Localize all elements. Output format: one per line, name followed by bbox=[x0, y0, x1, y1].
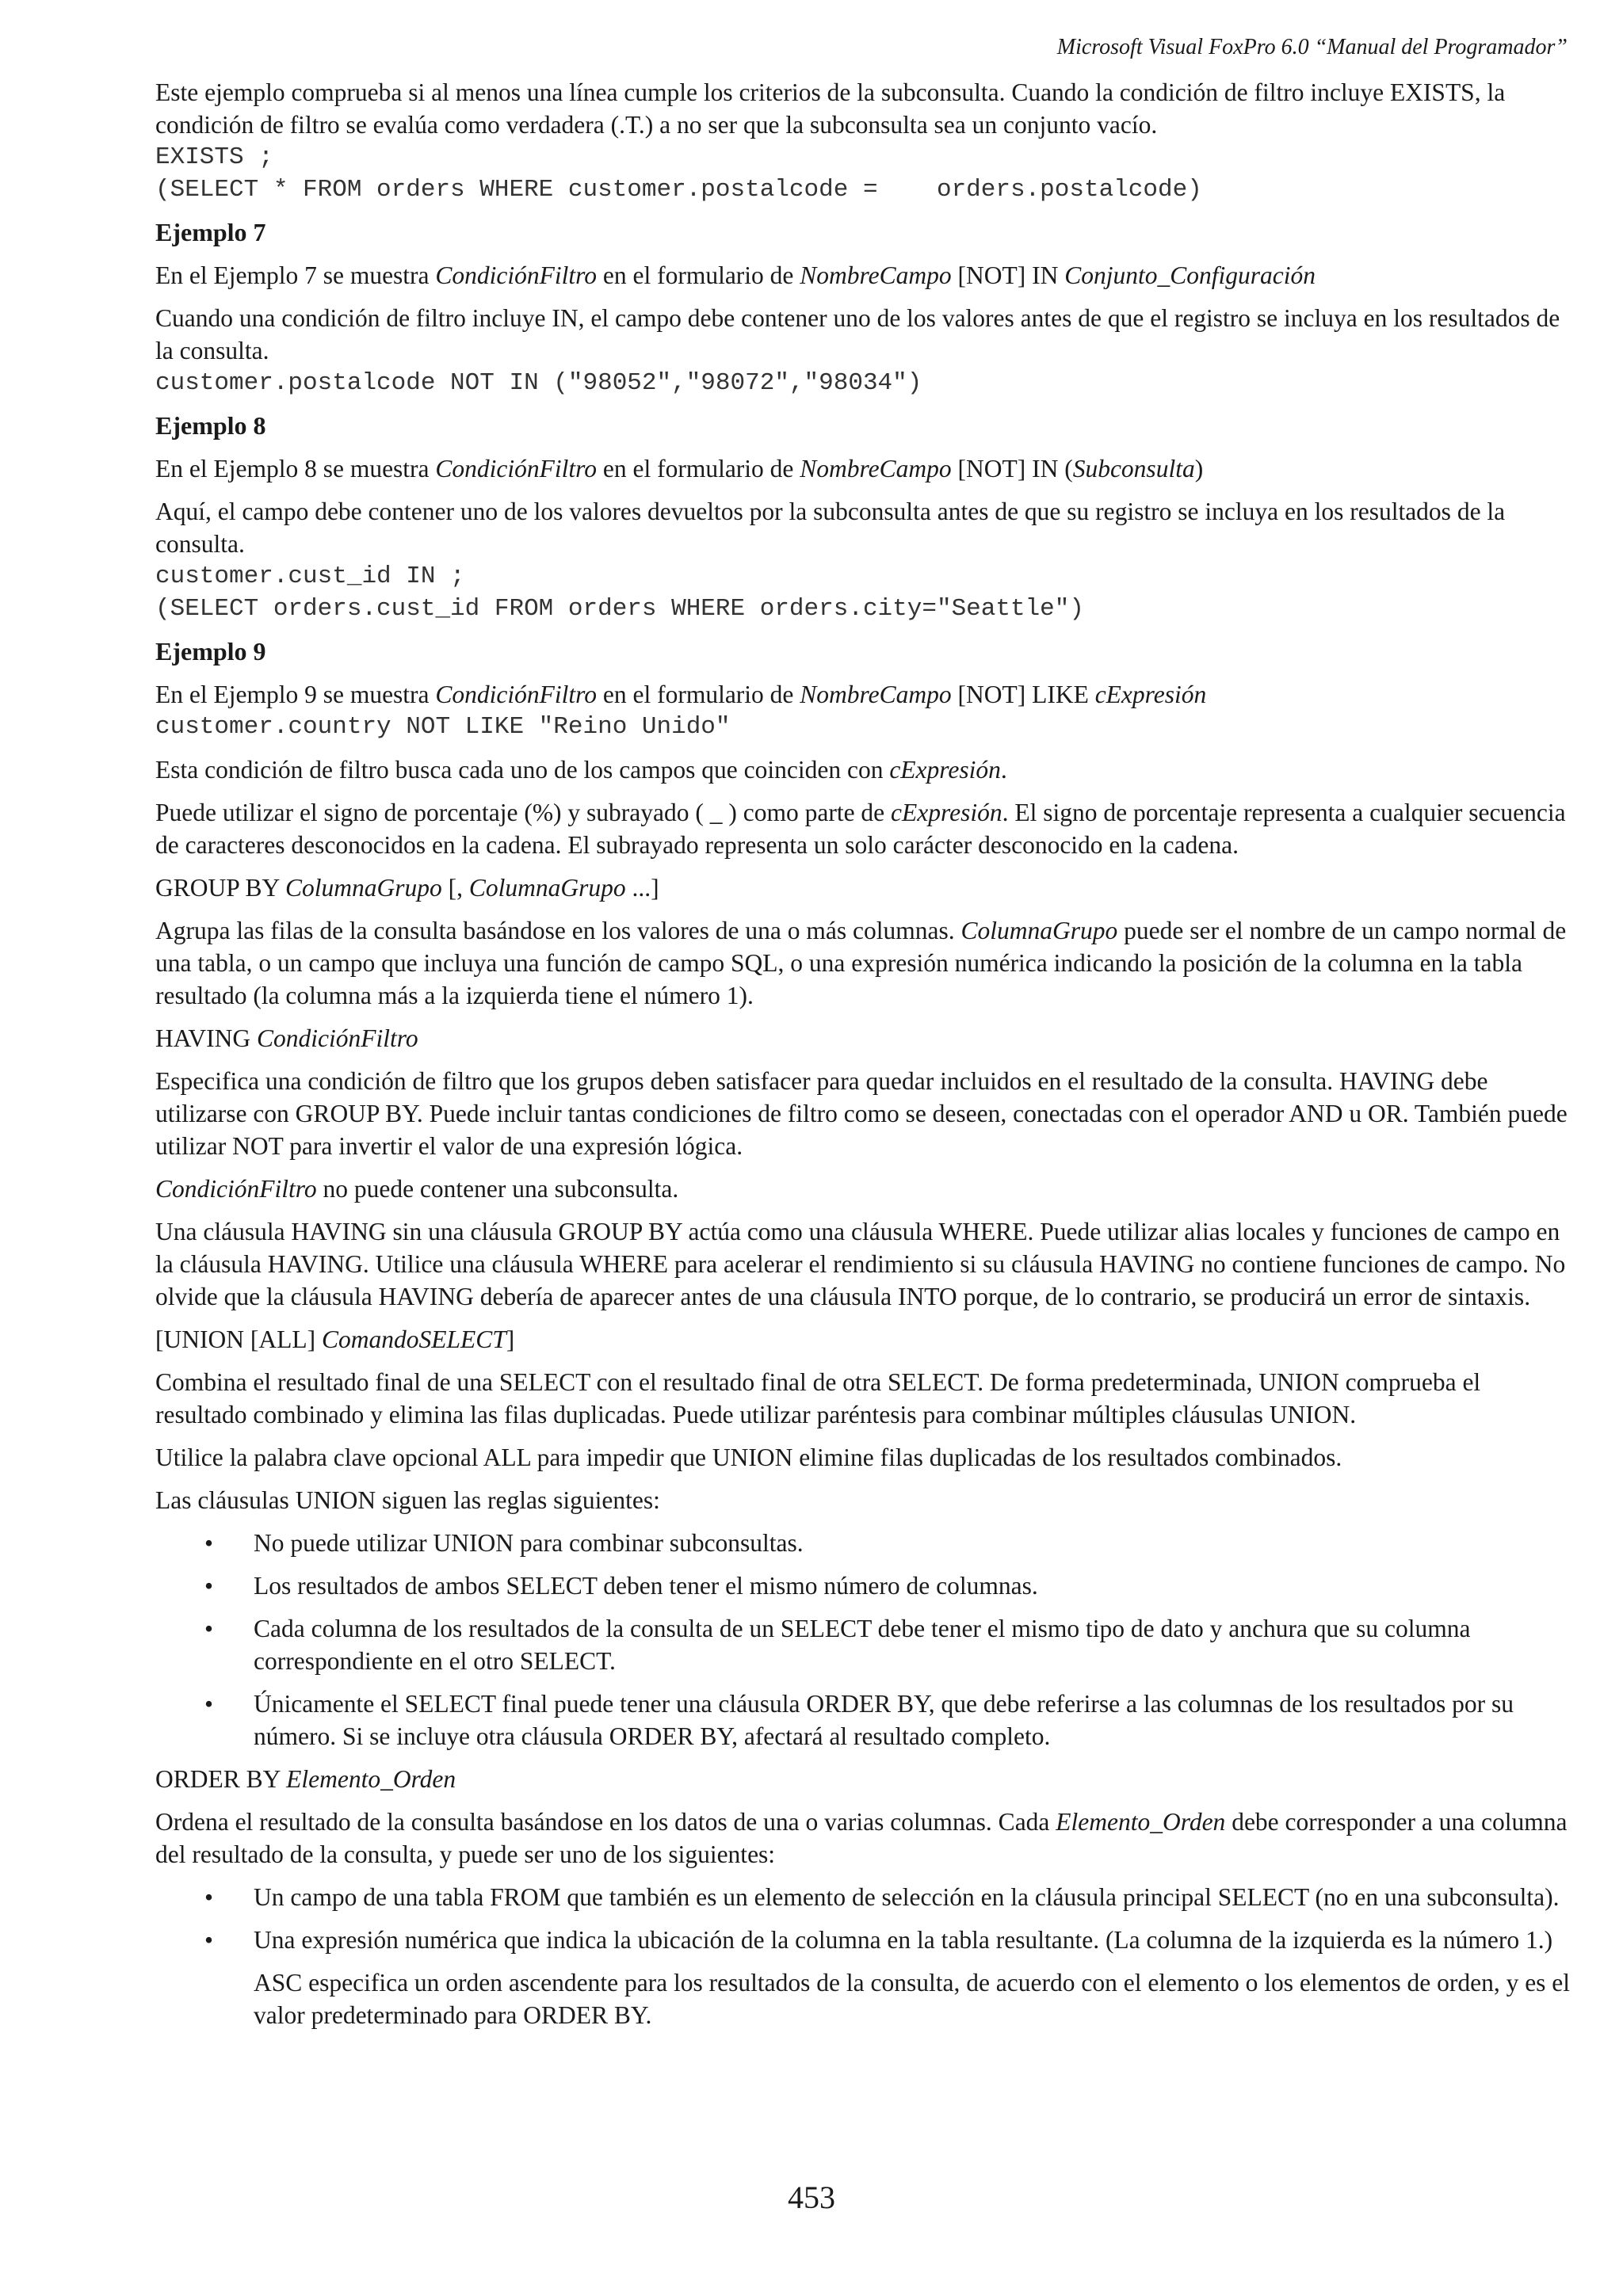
ex7-description: Cuando una condición de filtro incluye IN, el campo debe contener uno de los valores antes de que el registro se incluya en los resultados de la consulta. bbox=[155, 304, 1560, 364]
list-item: • Cada columna de los resultados de la consulta de un SELECT debe tener el mismo tipo de dato y anchura que su columna correspondiente en el otro SELECT. bbox=[155, 1612, 1574, 1677]
code-exists-line-1: EXISTS ; bbox=[155, 143, 273, 171]
list-item: • Una expresión numérica que indica la ubicación de la columna en la tabla resultante. (La columna de la izquierda es la número 1.) bbox=[155, 1924, 1574, 1956]
heading-ejemplo-9: Ejemplo 9 bbox=[155, 637, 266, 666]
page-body bbox=[155, 76, 1574, 2031]
list-item: • No puede utilizar UNION para combinar subconsultas. bbox=[155, 1527, 1574, 1559]
bullet-icon: • bbox=[204, 1529, 214, 1557]
code-exists-line-2: (SELECT * FROM orders WHERE customer.postalcode = orders.postalcode) bbox=[155, 176, 1202, 204]
page-number: 453 bbox=[788, 2180, 835, 2215]
bullet-icon: • bbox=[204, 1883, 214, 1911]
code-ex9: customer.country NOT LIKE "Reino Unido" bbox=[155, 713, 731, 741]
exists-paragraph: Este ejemplo comprueba si al menos una línea cumple los criterios de la subconsulta. Cuando la condición de filtro incluye EXISTS, la condición de filtro se evalúa como verdadera (.T.) a no ser que la subconsulta sea un conjunto vacío. bbox=[155, 78, 1506, 139]
orderby-syntax: ORDER BY Elemento_Orden bbox=[155, 1765, 456, 1793]
running-header: Microsoft Visual FoxPro 6.0 “Manual del Programador” bbox=[1056, 35, 1568, 59]
code-ex8-line-2: (SELECT orders.cust_id FROM orders WHERE orders.city="Seattle") bbox=[155, 595, 1084, 623]
orderby-asc-note: ASC especifica un orden ascendente para los resultados de la consulta, de acuerdo con el elemento o los elementos de orden, y es el valor predeterminado para ORDER BY. bbox=[254, 1969, 1571, 2029]
list-item: • Un campo de una tabla FROM que también es un elemento de selección en la cláusula principal SELECT (no en una subconsulta). bbox=[155, 1881, 1574, 1913]
ex7-syntax-line: En el Ejemplo 7 se muestra CondiciónFiltro en el formulario de NombreCampo [NOT] IN Conjunto_Configuración bbox=[155, 261, 1316, 289]
ex8-syntax-line: En el Ejemplo 8 se muestra CondiciónFiltro en el formulario de NombreCampo [NOT] IN (Subconsulta) bbox=[155, 455, 1204, 482]
list-item: • Únicamente el SELECT final puede tener una cláusula ORDER BY, que debe referirse a las columnas de los resultados por su número. Si se incluye otra cláusula ORDER BY, afectará al resultado completo. bbox=[155, 1688, 1574, 1753]
having-description: Especifica una condición de filtro que los grupos deben satisfacer para quedar incluidos en el resultado de la consulta. HAVING debe utilizarse con GROUP BY. Puede incluir tantas condiciones de filtro como se deseen, conectadas con el operador AND u OR. También puede utilizar NOT para invertir el valor de una expresión lógica. bbox=[155, 1067, 1568, 1160]
heading-ejemplo-7: Ejemplo 7 bbox=[155, 218, 266, 246]
orderby-items-list bbox=[155, 1881, 1574, 1956]
ex8-description: Aquí, el campo debe contener uno de los valores devueltos por la subconsulta antes de que su registro se incluya en los resultados de la consulta. bbox=[155, 498, 1506, 558]
orderby-description: Ordena el resultado de la consulta basándose en los datos de una o varias columnas. Cada Elemento_Orden debe corresponder a una columna del resultado de la consulta, y puede ser uno de los siguientes: bbox=[155, 1808, 1568, 1868]
code-ex8-line-1: customer.cust_id IN ; bbox=[155, 563, 465, 590]
ex9-wildcards: Puede utilizar el signo de porcentaje (%) y subrayado ( _ ) como parte de cExpresión. El signo de porcentaje representa a cualquier secuencia de caracteres desconocidos en la cadena. El subrayado representa un solo carácter desconocido en la cadena. bbox=[155, 799, 1566, 859]
ex9-description: Esta condición de filtro busca cada uno de los campos que coinciden con cExpresión. bbox=[155, 756, 1007, 784]
code-ex7: customer.postalcode NOT IN ("98052","98072","98034") bbox=[155, 369, 922, 397]
groupby-syntax: GROUP BY ColumnaGrupo [, ColumnaGrupo ...] bbox=[155, 874, 659, 902]
bullet-icon: • bbox=[204, 1926, 214, 1954]
heading-ejemplo-8: Ejemplo 8 bbox=[155, 411, 266, 440]
having-description-2: Una cláusula HAVING sin una cláusula GROUP BY actúa como una cláusula WHERE. Puede utilizar alias locales y funciones de campo en la cláusula HAVING. Utilice una cláusula WHERE para acelerar el rendimiento si su cláusula HAVING no contiene funciones de campo. No olvide que la cláusula HAVING debería de aparecer antes de una cláusula INTO porque, de lo contrario, se producirá un error de sintaxis. bbox=[155, 1218, 1566, 1310]
union-all-note: Utilice la palabra clave opcional ALL para impedir que UNION elimine filas duplicadas de los resultados combinados. bbox=[155, 1444, 1342, 1471]
ex9-syntax-line: En el Ejemplo 9 se muestra CondiciónFiltro en el formulario de NombreCampo [NOT] LIKE cExpresión bbox=[155, 681, 1207, 708]
bullet-icon: • bbox=[204, 1572, 214, 1600]
groupby-description: Agrupa las filas de la consulta basándose en los valores de una o más columnas. ColumnaGrupo puede ser el nombre de un campo normal de una tabla, o un campo que incluya una función de campo SQL, o una expresión numérica indicando la posición de la columna en la tabla resultado (la columna más a la izquierda tiene el número 1). bbox=[155, 917, 1567, 1009]
list-item: • Los resultados de ambos SELECT deben tener el mismo número de columnas. bbox=[155, 1569, 1574, 1602]
union-description: Combina el resultado final de una SELECT con el resultado final de otra SELECT. De forma predeterminada, UNION comprueba el resultado combinado y elimina las filas duplicadas. Puede utilizar paréntesis para combinar múltiples cláusulas UNION. bbox=[155, 1368, 1481, 1428]
bullet-icon: • bbox=[204, 1615, 214, 1642]
having-note: CondiciónFiltro no puede contener una subconsulta. bbox=[155, 1175, 679, 1203]
having-syntax: HAVING CondiciónFiltro bbox=[155, 1024, 418, 1052]
union-rules-list bbox=[155, 1527, 1574, 1753]
bullet-icon: • bbox=[204, 1690, 214, 1718]
union-rules-intro: Las cláusulas UNION siguen las reglas siguientes: bbox=[155, 1486, 660, 1514]
union-syntax: [UNION [ALL] ComandoSELECT] bbox=[155, 1325, 515, 1353]
